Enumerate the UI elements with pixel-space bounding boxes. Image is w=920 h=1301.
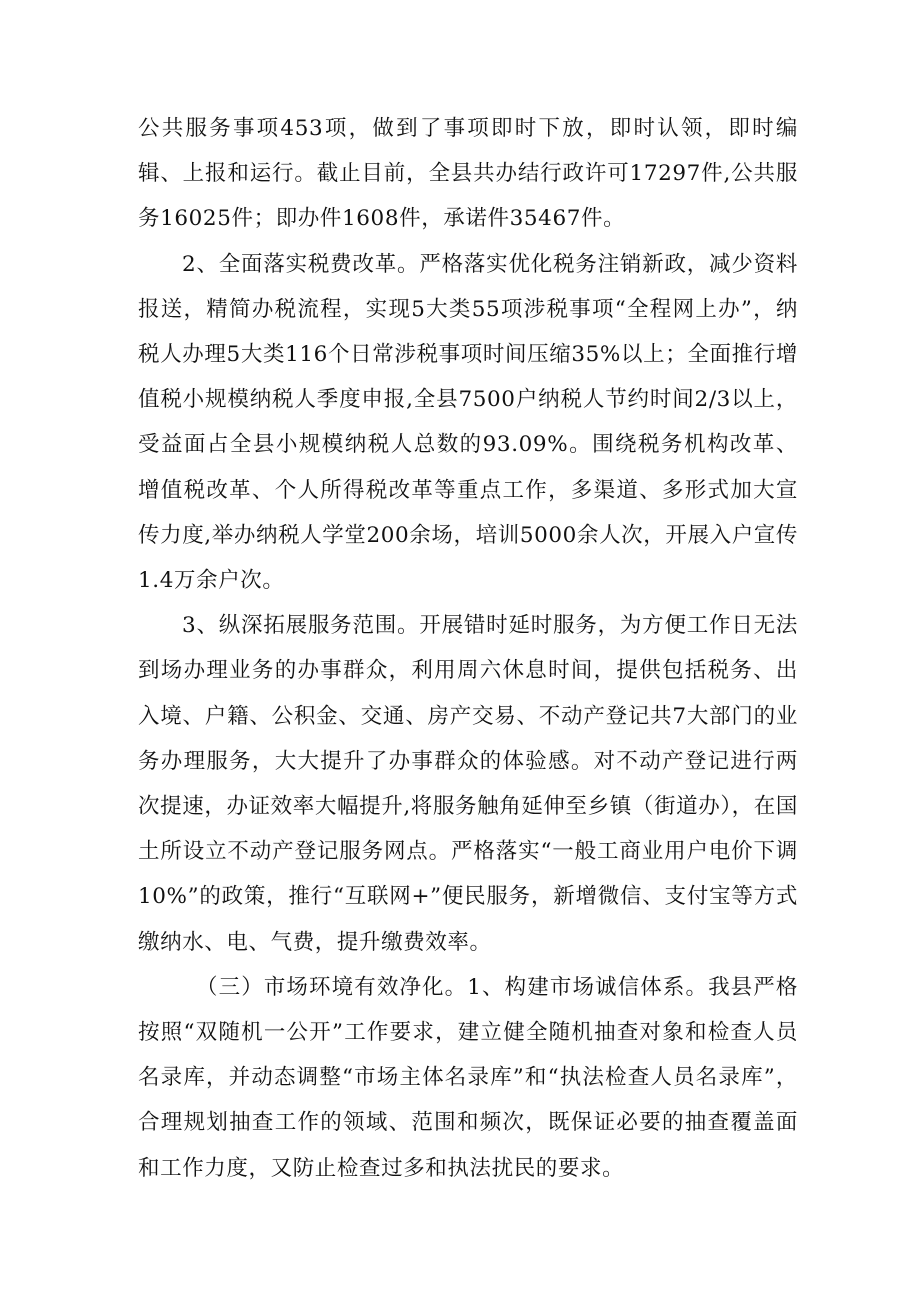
paragraph-market-environment: （三）市场环境有效净化。1、构建市场诚信体系。我县严格按照“双随机一公开”工作要求，建立健全随机抽查对象和检查人员名录库，并动态调整“市场主体名录库”和“执法检查人员名录库”，合理规划抽查工作的领域、范围和频次，既保证必要的抽查覆盖面和工作力度，又防止检查过多和执法扰民的要求。 — [138, 974, 798, 1181]
paragraph-continuation: 公共服务事项453项，做到了事项即时下放，即时认领，即时编辑、上报和运行。截止目前，全县共办结行政许可17297件,公共服务16025件；即办件1608件，承诺件35467件。 — [138, 116, 798, 232]
paragraph-tax-reform: 2、全面落实税费改革。严格落实优化税务注销新政，减少资料报送，精简办税流程，实现5大类55项涉税事项“全程网上办”，纳税人办理5大类116个日常涉税事项时间压缩35%以上；全面推行增值税小规模纳税人季度申报,全县7500户纳税人节约时间2/3以上，受益面占全县小规模纳税人总数的93.09%。围绕税务机构改革、增值税改革、个人所得税改革等重点工作，多渠道、多形式加大宣传力度,举办纳税人学堂200余场，培训5000余人次，开展入户宣传1.4万余户次。 — [138, 251, 798, 594]
document-body — [138, 106, 798, 1191]
paragraph-service-scope: 3、纵深拓展服务范围。开展错时延时服务，为方便工作日无法到场办理业务的办事群众，利用周六休息时间，提供包括税务、出入境、户籍、公积金、交通、房产交易、不动产登记共7大部门的业务办理服务，大大提升了办事群众的体验感。对不动产登记进行两次提速，办证效率大幅提升,将服务触角延伸至乡镇（街道办），在国土所设立不动产登记服务网点。严格落实“一般工商业用户电价下调10%”的政策，推行“互联网+”便民服务，新增微信、支付宝等方式缴纳水、电、气费，提升缴费效率。 — [138, 613, 798, 955]
